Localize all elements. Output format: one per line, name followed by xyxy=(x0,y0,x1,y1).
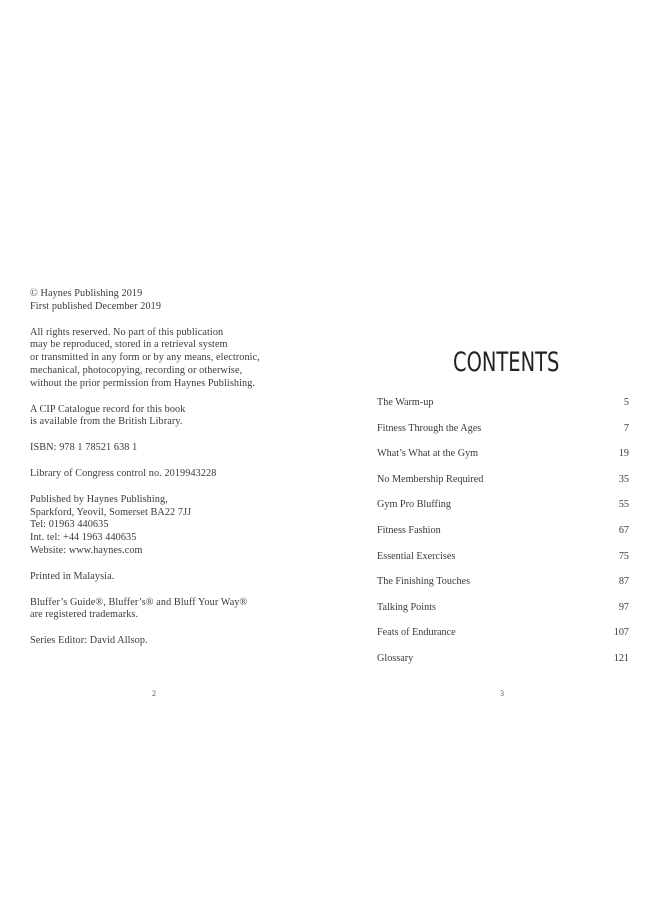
publisher-line: Int. tel: +44 1963 440635 xyxy=(30,532,137,544)
publisher-block xyxy=(30,494,320,558)
toc-entry-page: 87 xyxy=(618,576,629,588)
rights-line: All rights reserved. No part of this publication xyxy=(30,326,224,338)
right-page xyxy=(330,0,660,904)
toc-entry[interactable] xyxy=(377,575,629,601)
cip-block xyxy=(30,404,320,430)
toc-entry-title: Glossary xyxy=(377,652,414,664)
publisher-line: Sparkford, Yeovil, Somerset BA22 7JJ xyxy=(30,506,192,518)
toc-entry[interactable] xyxy=(377,498,629,524)
contents-heading: CONTENTS xyxy=(453,347,560,378)
toc-entry-page: 55 xyxy=(618,499,629,511)
toc-entry-title: Fitness Through the Ages xyxy=(377,422,482,434)
isbn-block xyxy=(30,442,320,455)
rights-line: mechanical, photocopying, recording or otherwise, xyxy=(30,364,243,376)
trademarks-line: are registered trademarks. xyxy=(30,609,139,621)
toc-entry[interactable] xyxy=(377,396,629,422)
editor-block xyxy=(30,635,320,648)
toc-entry-page: 19 xyxy=(618,448,629,460)
toc-entry[interactable] xyxy=(377,524,629,550)
rights-line: or transmitted in any form or by any means, electronic, xyxy=(30,352,260,364)
toc-entry-title: The Finishing Touches xyxy=(377,576,471,588)
rights-line: without the prior permission from Haynes Publishing. xyxy=(30,377,256,389)
toc-entry-page: 67 xyxy=(618,524,629,536)
toc-entry[interactable] xyxy=(377,473,629,499)
page-number-left: 2 xyxy=(152,689,156,698)
publisher-line: Website: www.haynes.com xyxy=(30,544,143,556)
toc-entry[interactable] xyxy=(377,447,629,473)
loc-line: Library of Congress control no. 2019943228 xyxy=(30,467,217,479)
cip-line: is available from the British Library. xyxy=(30,416,183,428)
isbn-line: ISBN: 978 1 78521 638 1 xyxy=(30,442,138,454)
cip-line: A CIP Catalogue record for this book xyxy=(30,403,186,415)
table-of-contents xyxy=(377,396,629,678)
toc-entry-title: Talking Points xyxy=(377,601,437,613)
toc-entry-title: The Warm-up xyxy=(377,397,434,408)
toc-entry-page: 107 xyxy=(613,627,629,639)
toc-entry[interactable] xyxy=(377,601,629,627)
toc-entry-page: 97 xyxy=(618,601,629,613)
rights-block xyxy=(30,327,320,391)
copyright-block xyxy=(30,288,320,314)
rights-line: may be reproduced, stored in a retrieval system xyxy=(30,339,228,351)
toc-entry-page: 121 xyxy=(613,652,629,664)
toc-entry-title: Gym Pro Bluffing xyxy=(377,499,451,511)
toc-entry[interactable] xyxy=(377,550,629,576)
copyright-line: © Haynes Publishing 2019 xyxy=(30,288,143,299)
toc-entry-page: 35 xyxy=(618,473,629,485)
toc-entry[interactable] xyxy=(377,422,629,448)
loc-block xyxy=(30,468,320,481)
toc-entry[interactable] xyxy=(377,652,629,678)
printed-line: Printed in Malaysia. xyxy=(30,570,115,582)
trademarks-line: Bluffer’s Guide®, Bluffer’s® and Bluff Your Way® xyxy=(30,596,248,608)
printed-block xyxy=(30,571,320,584)
publisher-line: Tel: 01963 440635 xyxy=(30,519,109,531)
toc-entry-page: 7 xyxy=(623,422,629,434)
toc-entry[interactable] xyxy=(377,626,629,652)
toc-entry-title: What’s What at the Gym xyxy=(377,448,479,460)
toc-entry-title: Fitness Fashion xyxy=(377,524,441,536)
copyright-imprint xyxy=(30,288,320,661)
editor-line: Series Editor: David Allsop. xyxy=(30,635,148,647)
toc-entry-page: 5 xyxy=(623,397,629,408)
toc-entry-page: 75 xyxy=(618,550,629,562)
page-number-right: 3 xyxy=(500,689,504,698)
trademarks-block xyxy=(30,597,320,623)
toc-entry-title: No Membership Required xyxy=(377,473,484,485)
first-published-line: First published December 2019 xyxy=(30,300,162,312)
publisher-line: Published by Haynes Publishing, xyxy=(30,493,168,505)
toc-entry-title: Essential Exercises xyxy=(377,550,456,562)
toc-entry-title: Feats of Endurance xyxy=(377,627,456,639)
